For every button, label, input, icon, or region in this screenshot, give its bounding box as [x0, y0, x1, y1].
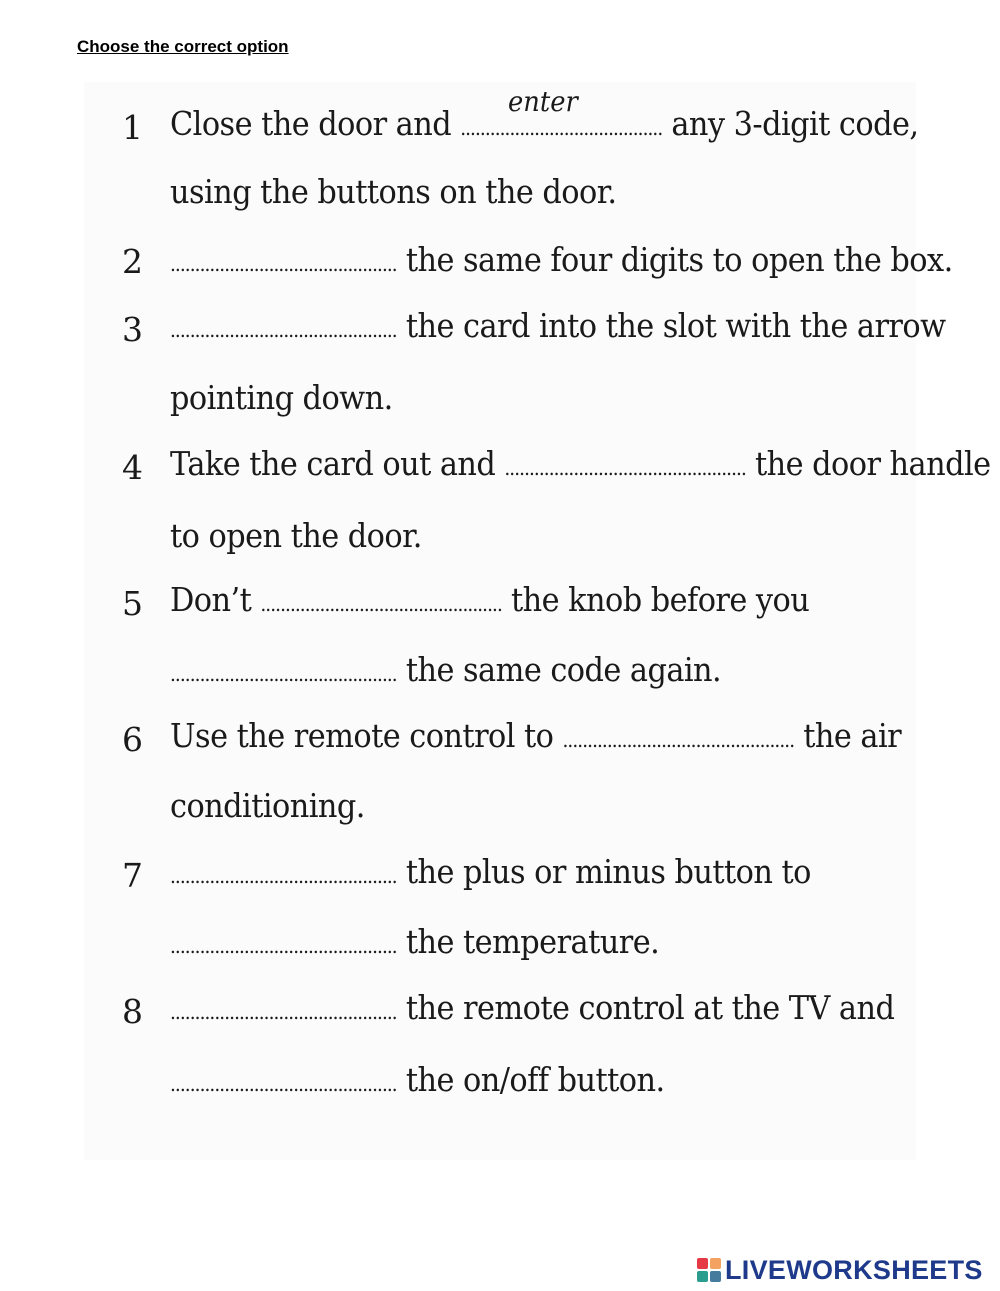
item-number: 8 [122, 992, 143, 1031]
text: the on/off button. [405, 1060, 665, 1099]
text: the same code again. [405, 650, 722, 689]
item-1-line-1 [170, 85, 919, 148]
filled-answer: enter [508, 85, 578, 118]
item-number: 6 [122, 720, 143, 759]
answer-blank[interactable]: .............................................. [170, 318, 397, 342]
logo-icon [697, 1258, 721, 1282]
text: the plus or minus button to [405, 852, 811, 891]
text: the door handle [754, 444, 991, 483]
text: the knob before you [510, 580, 810, 619]
item-6-line-2: conditioning. [170, 786, 365, 825]
item-3-line-2: pointing down. [170, 378, 393, 417]
text: the temperature. [405, 922, 660, 961]
item-8-line-1 [170, 988, 894, 1032]
item-number: 1 [122, 108, 143, 147]
text: Take the card out and [170, 444, 496, 483]
item-number: 5 [122, 584, 143, 623]
brand-name: LIVEWORKSHEETS [725, 1254, 983, 1285]
text: the remote control at the TV and [405, 988, 895, 1027]
answer-blank[interactable]: .............................................. [170, 662, 397, 686]
answer-blank[interactable]: ................................................. [504, 456, 746, 480]
item-7-line-1 [170, 852, 811, 896]
answer-blank[interactable]: ................................................. [260, 592, 502, 616]
item-number: 3 [122, 310, 143, 349]
item-8-line-2 [170, 1060, 665, 1104]
item-5-line-1 [170, 580, 809, 624]
text: the card into the slot with the arrow [405, 306, 946, 345]
item-4-line-2: to open the door. [170, 516, 422, 555]
text: any 3-digit code, [671, 104, 919, 143]
item-5-line-2 [170, 650, 721, 694]
answer-blank[interactable]: .............................................. [170, 864, 397, 888]
item-7-line-2 [170, 922, 659, 966]
text: Don’t [170, 580, 252, 619]
answer-blank[interactable]: .............................................. [170, 934, 397, 958]
answer-blank[interactable]: .............................................. [170, 1000, 397, 1024]
item-number: 2 [122, 242, 143, 281]
item-1-line-2: using the buttons on the door. [170, 172, 617, 211]
answer-blank[interactable]: ......................................... enter [460, 104, 662, 148]
item-4-line-1 [170, 444, 991, 488]
item-2-line-1 [170, 240, 953, 284]
text: Use the remote control to [170, 716, 554, 755]
text: the same four digits to open the box. [405, 240, 953, 279]
answer-blank[interactable]: .............................................. [170, 252, 397, 276]
item-number: 4 [122, 448, 143, 487]
text: the air [803, 716, 902, 755]
text: Close the door and [170, 104, 452, 143]
answer-blank[interactable]: ............................................... [562, 728, 795, 752]
item-3-line-1 [170, 306, 946, 350]
item-number: 7 [122, 856, 143, 895]
liveworksheets-logo [697, 1252, 983, 1288]
item-6-line-1 [170, 716, 901, 760]
instruction-heading: Choose the correct option [77, 37, 289, 56]
answer-blank[interactable]: .............................................. [170, 1072, 397, 1096]
